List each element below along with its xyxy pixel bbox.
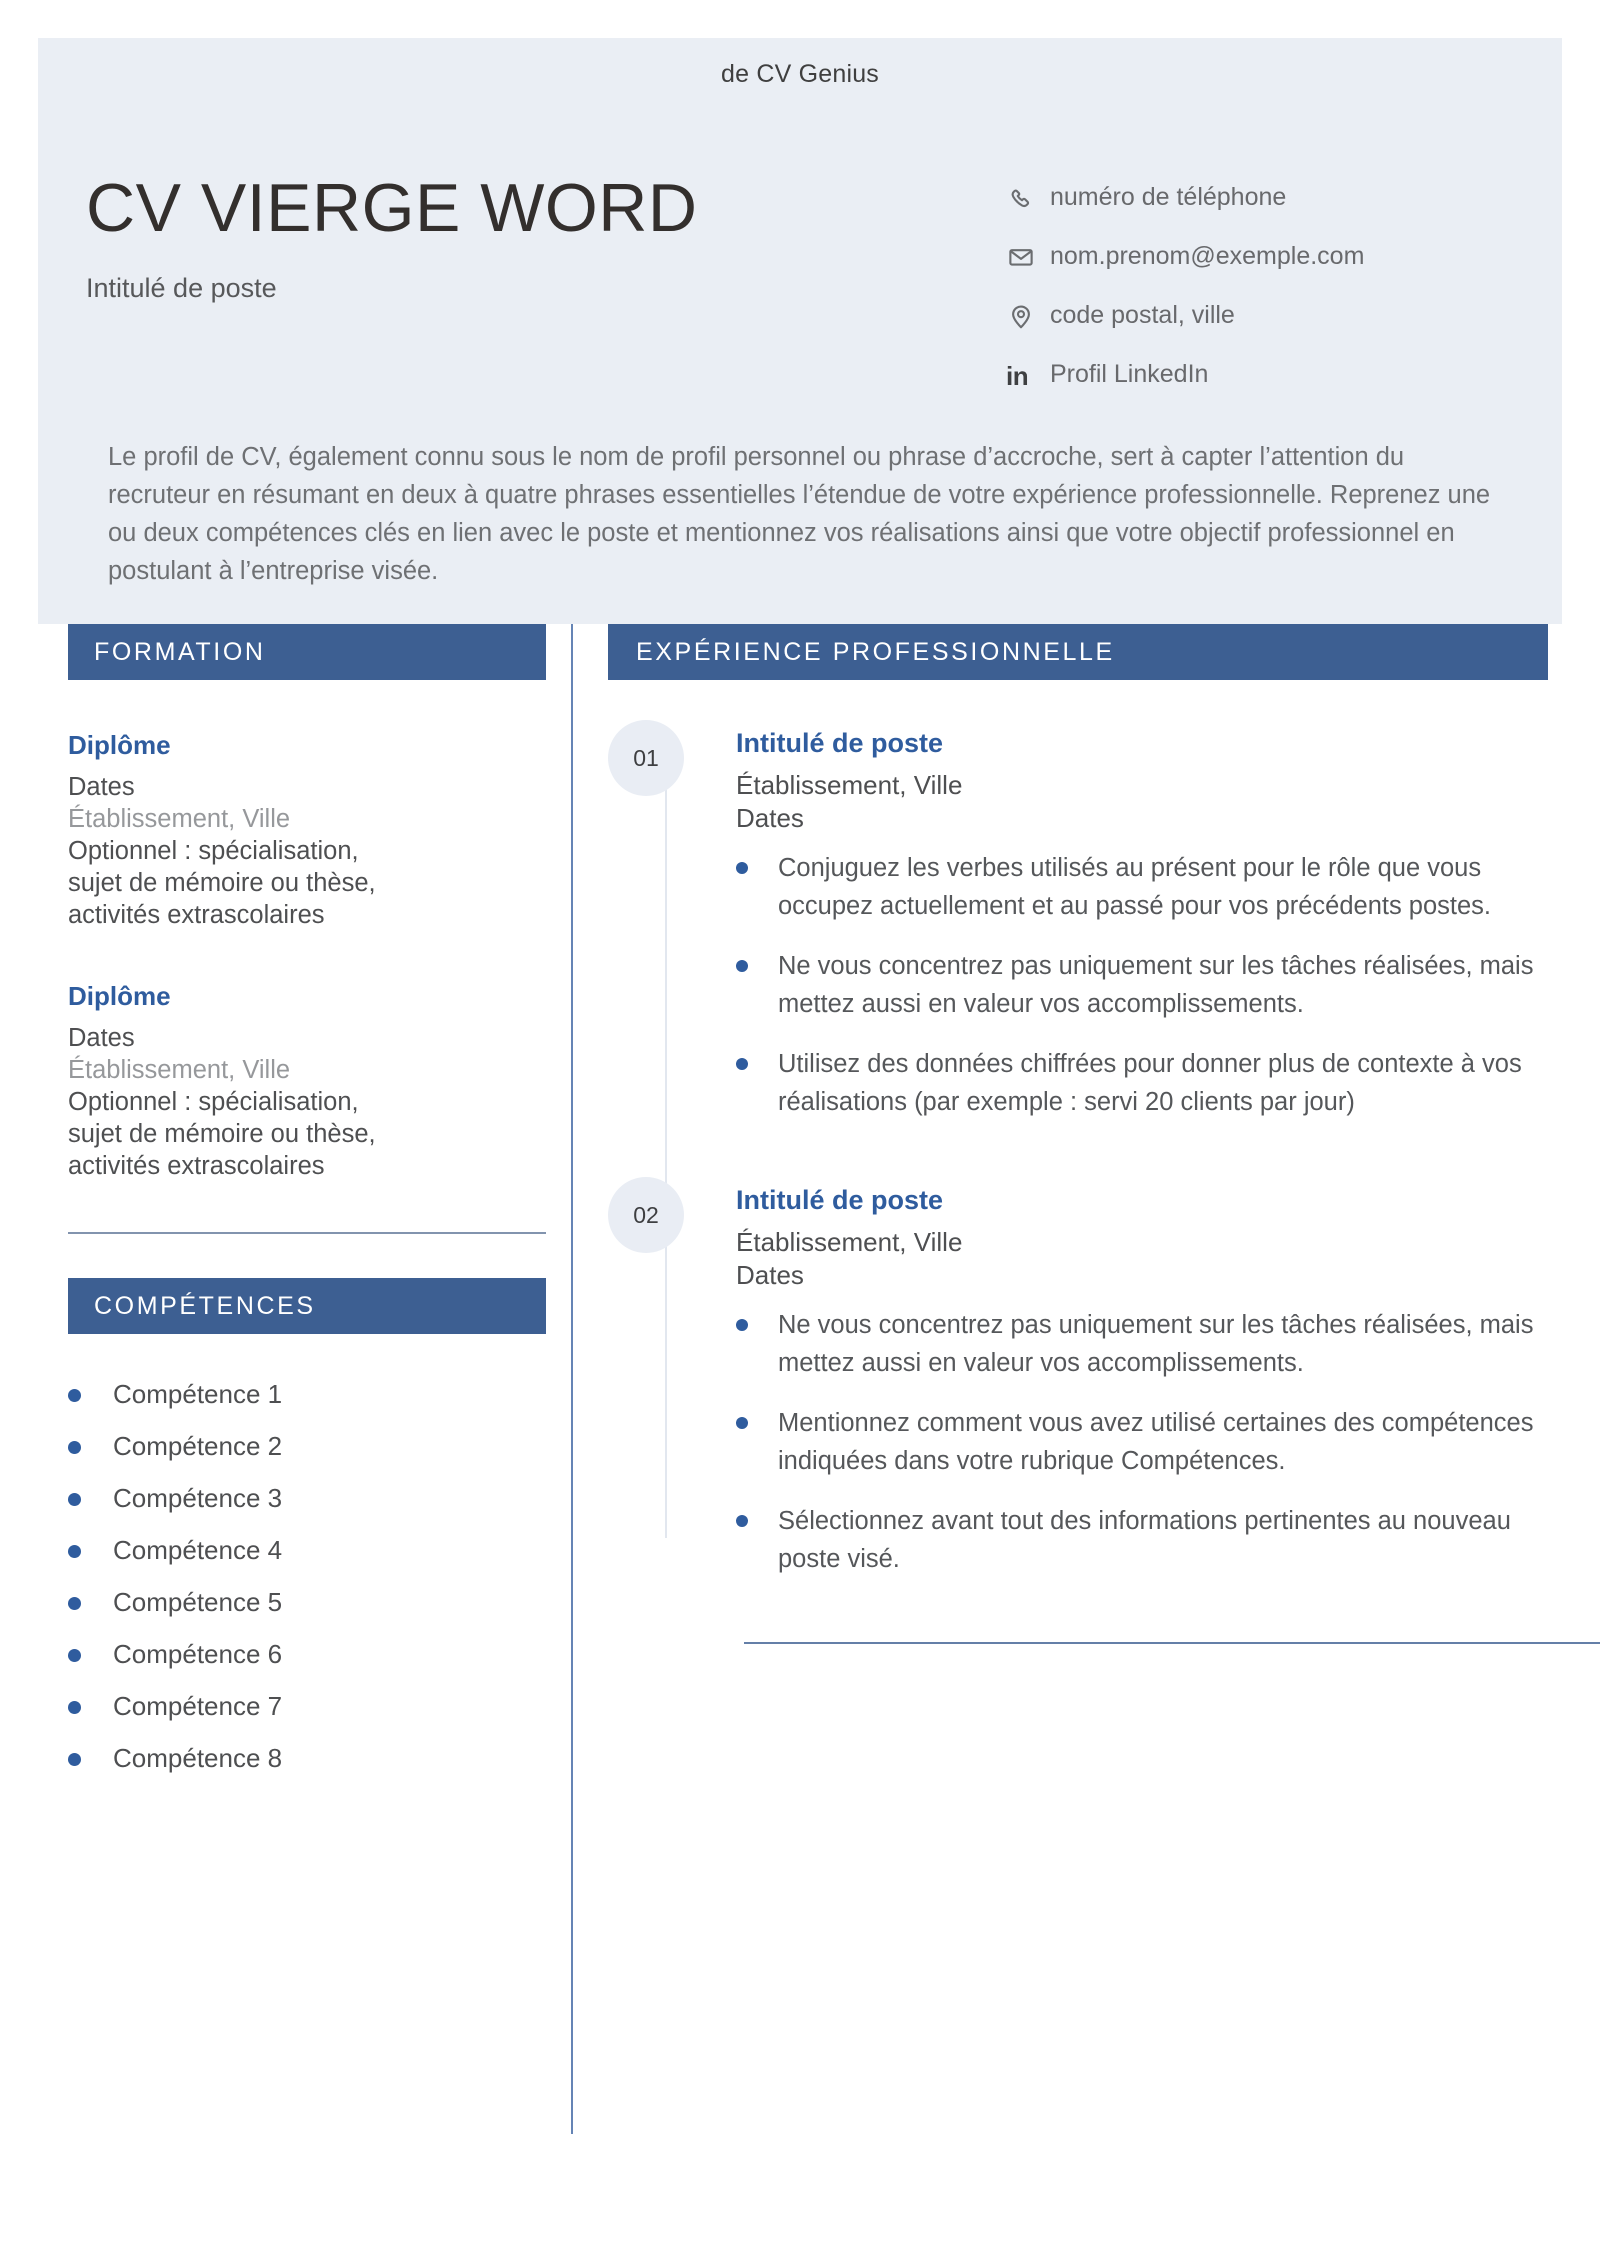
list-item — [736, 1502, 1548, 1578]
education-dates: Dates — [68, 1024, 135, 1052]
experience-bullet-text: Sélectionnez avant tout des informations pertinentes au nouveau poste visé. — [778, 1507, 1511, 1573]
contact-item-linkedin[interactable] — [1006, 347, 1526, 402]
bullet-icon — [736, 1319, 748, 1331]
education-optional-line: activités extrascolaires — [68, 1152, 325, 1180]
education-optional-line: sujet de mémoire ou thèse, — [68, 1120, 376, 1148]
education-school: Établissement, Ville — [68, 1056, 291, 1084]
contact-item-phone[interactable] — [1006, 170, 1526, 225]
bullet-icon — [736, 1058, 748, 1070]
experience-number-badge: 01 — [608, 720, 684, 796]
bullet-icon — [68, 1493, 81, 1506]
experience-job-title: Intitulé de poste — [736, 1185, 944, 1215]
list-item — [68, 1586, 546, 1618]
bullet-icon — [736, 862, 748, 874]
education-dates: Dates — [68, 773, 135, 801]
left-column — [68, 624, 546, 1794]
list-item — [68, 1638, 546, 1670]
section-header-experience — [608, 624, 1548, 680]
experience-bullet-list — [736, 849, 1548, 1121]
section-header-formation-label: FORMATION — [94, 637, 266, 666]
contact-location-text: code postal, ville — [1050, 301, 1235, 329]
list-item — [68, 1378, 546, 1410]
skill-label: Compétence 8 — [113, 1743, 283, 1773]
profile-summary: Le profil de CV, également connu sous le nom de profil personnel ou phrase d’accroche, sert à capter l’attention du recruteur en résumant en deux à quatre phrases essentielles l’étendue de votre expérience professionnelle. Reprenez une ou deux compétences clés en lien avec le poste et mentionnez vos réalisations ainsi que votre objectif professionnel en postulant à l’entreprise visée. — [108, 443, 1491, 585]
list-item — [68, 1430, 546, 1462]
contact-email-text: nom.prenom@exemple.com — [1050, 242, 1365, 270]
experience-bullet-text: Ne vous concentrez pas uniquement sur les tâches réalisées, mais mettez aussi en valeur vos accomplissements. — [778, 952, 1534, 1018]
experience-dates: Dates — [736, 1260, 804, 1290]
experience-job-title: Intitulé de poste — [736, 728, 944, 758]
skill-label: Compétence 4 — [113, 1535, 283, 1565]
location-pin-icon — [1006, 301, 1050, 331]
page-title: CV VIERGE WORD — [86, 170, 698, 246]
bullet-icon — [68, 1545, 81, 1558]
experience-employer: Établissement, Ville — [736, 770, 963, 800]
bullet-icon — [736, 960, 748, 972]
list-item — [68, 1690, 546, 1722]
experience-bullet-list — [736, 1306, 1548, 1578]
list-item — [736, 947, 1548, 1023]
experience-number-badge: 02 — [608, 1177, 684, 1253]
list-item — [736, 849, 1548, 925]
header-band — [38, 38, 1562, 624]
mail-icon — [1006, 242, 1050, 272]
section-header-experience-label: EXPÉRIENCE PROFESSIONNELLE — [636, 637, 1115, 666]
skill-label: Compétence 5 — [113, 1587, 283, 1617]
experience-bullet-text: Conjuguez les verbes utilisés au présent pour le rôle que vous occupez actuellement et au passé pour vos précédents postes. — [778, 854, 1492, 920]
experience-bullet-text: Mentionnez comment vous avez utilisé certaines des compétences indiquées dans votre rubrique Compétences. — [778, 1409, 1534, 1475]
bullet-icon — [68, 1389, 81, 1402]
education-degree: Diplôme — [68, 981, 171, 1011]
education-school: Établissement, Ville — [68, 805, 291, 833]
education-list — [68, 730, 546, 1182]
skill-label: Compétence 2 — [113, 1431, 283, 1461]
timeline-rail — [665, 738, 667, 1538]
bullet-icon — [736, 1515, 748, 1527]
contact-list — [1006, 170, 1526, 406]
list-item — [736, 1404, 1548, 1480]
contact-linkedin-text: Profil LinkedIn — [1050, 360, 1209, 388]
bullet-icon — [736, 1417, 748, 1429]
experience-timeline — [608, 728, 1548, 1644]
list-item — [68, 1534, 546, 1566]
education-optional-line: activités extrascolaires — [68, 901, 325, 929]
education-item — [68, 981, 546, 1182]
experience-item — [633, 1185, 1548, 1578]
skill-label: Compétence 6 — [113, 1639, 283, 1669]
column-divider — [571, 624, 573, 2134]
brand-label: de CV Genius — [720, 60, 880, 88]
skill-label: Compétence 7 — [113, 1691, 283, 1721]
education-degree: Diplôme — [68, 730, 171, 760]
skill-label: Compétence 3 — [113, 1483, 283, 1513]
skill-label: Compétence 1 — [113, 1379, 283, 1409]
phone-icon — [1006, 183, 1050, 213]
linkedin-icon: in — [1006, 360, 1029, 391]
section-header-formation — [68, 624, 546, 680]
bullet-icon — [68, 1441, 81, 1454]
contact-phone-text: numéro de téléphone — [1050, 183, 1287, 211]
experience-footer-divider — [744, 1642, 1600, 1644]
left-column-divider — [68, 1232, 546, 1234]
experience-bullet-text: Ne vous concentrez pas uniquement sur les tâches réalisées, mais mettez aussi en valeur vos accomplissements. — [778, 1311, 1534, 1377]
experience-employer: Établissement, Ville — [736, 1227, 963, 1257]
header-job-title: Intitulé de poste — [86, 273, 277, 304]
education-optional-line: Optionnel : spécialisation, — [68, 1088, 359, 1116]
contact-item-location[interactable] — [1006, 288, 1526, 343]
bullet-icon — [68, 1701, 81, 1714]
list-item — [736, 1306, 1548, 1382]
bullet-icon — [68, 1597, 81, 1610]
experience-item — [633, 728, 1548, 1121]
experience-dates: Dates — [736, 803, 804, 833]
right-column — [608, 624, 1548, 1644]
education-optional-line: sujet de mémoire ou thèse, — [68, 869, 376, 897]
education-optional-line: Optionnel : spécialisation, — [68, 837, 359, 865]
body-area — [38, 624, 1562, 2225]
list-item — [68, 1742, 546, 1774]
bullet-icon — [68, 1649, 81, 1662]
education-item — [68, 730, 546, 931]
section-header-competences — [68, 1278, 546, 1334]
section-header-competences-label: COMPÉTENCES — [94, 1291, 316, 1320]
experience-bullet-text: Utilisez des données chiffrées pour donner plus de contexte à vos réalisations (par exemple : servi 20 clients par jour) — [778, 1050, 1522, 1116]
skills-list — [68, 1378, 546, 1774]
list-item — [736, 1045, 1548, 1121]
bullet-icon — [68, 1753, 81, 1766]
contact-item-email[interactable] — [1006, 229, 1526, 284]
name-block — [86, 170, 936, 304]
list-item — [68, 1482, 546, 1514]
